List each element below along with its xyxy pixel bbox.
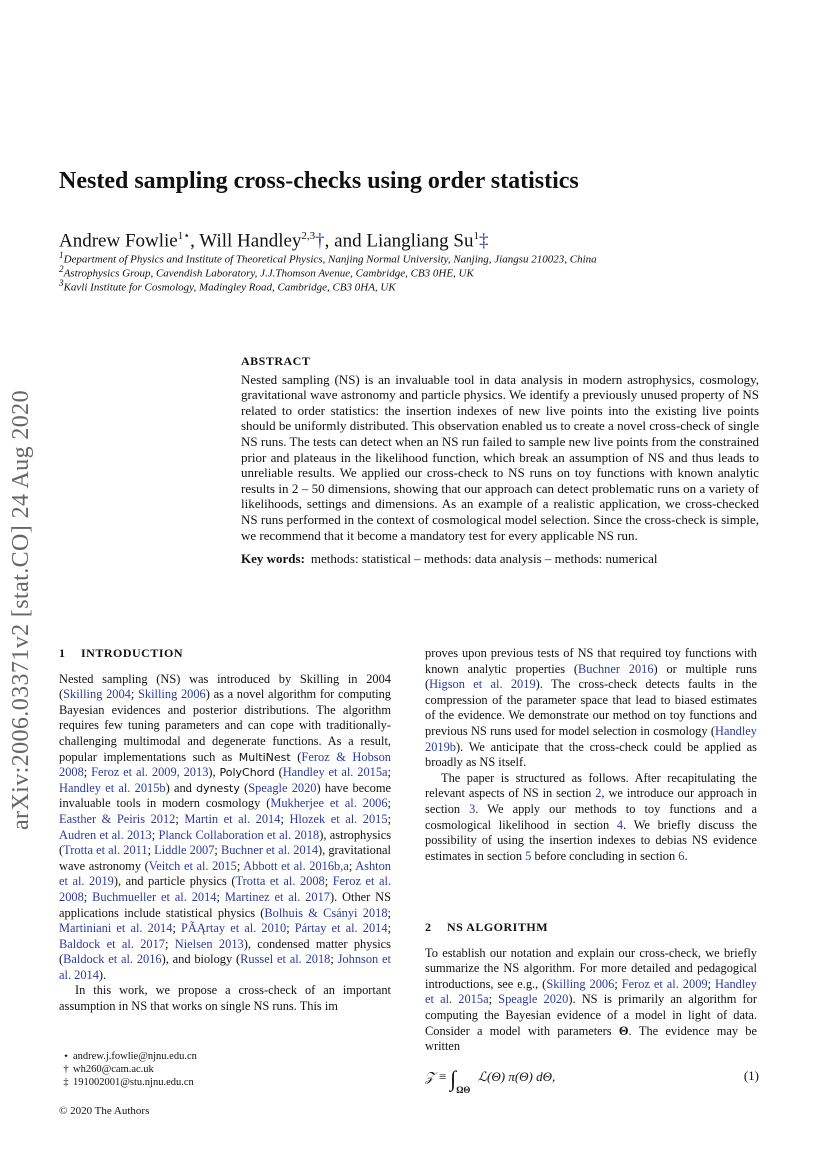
text-run: . We apply our methods to toy functions and a cosmological likelihood in section	[425, 801, 757, 832]
abstract-block	[241, 354, 759, 567]
citation-link[interactable]: Skilling 2006	[138, 687, 206, 702]
text-run: ). We anticipate that the cross-check could be applied as broadly as NS itself.	[425, 739, 757, 770]
text-run: . We briefly discuss the possibility of using the insertion indexes to debias NS evidence estimates in section	[425, 817, 757, 863]
citation-link[interactable]: Handley 2019b	[425, 723, 757, 754]
left-column	[59, 646, 391, 1015]
affiliation-sup: 2	[59, 264, 64, 274]
equation-1	[425, 1060, 759, 1095]
citation-link[interactable]: Bolhuis & Csányi 2018	[264, 905, 388, 920]
text-run: ;	[387, 811, 392, 826]
section-title: INTRODUCTION	[81, 646, 184, 660]
section-number: 2	[425, 920, 432, 934]
text-run: ;	[387, 921, 392, 936]
text-run: ) and	[165, 780, 197, 795]
text-run: ;	[175, 811, 185, 826]
author-separator: , and	[324, 230, 367, 252]
text-run: ).	[98, 967, 107, 982]
section-title: NS ALGORITHM	[447, 920, 549, 934]
text-run: ;	[165, 936, 175, 951]
text-run: In this work, we propose a cross-check of an important assumption in NS that works on single NS runs. This im	[59, 983, 391, 1014]
text-run: ;	[151, 827, 159, 842]
text-run: ;	[488, 992, 499, 1007]
citation-link[interactable]: Mukherjee et al. 2006	[270, 796, 388, 811]
footnote-mark: ‡	[63, 1077, 69, 1088]
text-run: ), gravitational wave astronomy (	[59, 843, 391, 873]
text-run: ) have become invaluable tools in modern cosmology (	[59, 780, 391, 811]
text-run: (	[239, 780, 249, 795]
citation-link[interactable]: Russel et al. 2018	[240, 952, 331, 967]
citation-link[interactable]: Abbott et al. 2016b,a	[243, 858, 349, 873]
citation-link[interactable]: Higson et al. 2019	[429, 677, 536, 692]
footnote	[59, 1050, 359, 1063]
math-symbol: Θ	[618, 1023, 629, 1038]
section-heading	[425, 920, 757, 936]
footnote-mark: †	[63, 1064, 69, 1075]
footnote-mark-link[interactable]: †	[315, 230, 325, 252]
text-run: ;	[324, 874, 333, 889]
paragraph	[59, 983, 391, 1014]
footnote-email: andrew.j.fowlie@njnu.edu.cn	[73, 1051, 197, 1062]
text-run: ), and particle physics (	[113, 874, 236, 889]
citation-link[interactable]: Trotta et al. 2011	[63, 843, 148, 858]
citation-link[interactable]: Audren et al. 2013	[59, 827, 152, 842]
abstract-heading: ABSTRACT	[241, 354, 311, 368]
equation-body	[425, 1066, 555, 1095]
citation-link[interactable]: Speagle 2020	[498, 992, 569, 1007]
section-number: 1	[59, 646, 66, 660]
text-run: ;	[236, 858, 244, 873]
software-name: dynesty	[196, 781, 240, 795]
affiliation-text: Department of Physics and Institute of Theoretical Physics, Nanjing Normal University, Nanjing, Jiangsu 210023, China	[63, 253, 597, 266]
text-run: , we introduce our approach in section	[425, 786, 757, 816]
footnote-mark-link[interactable]: ‡	[479, 230, 489, 252]
citation-link[interactable]: 4	[616, 817, 624, 832]
text-run: ), astrophysics (	[59, 827, 392, 858]
text-run: before concluding in section	[531, 848, 679, 863]
software-name: PolyChord	[219, 766, 275, 780]
section-2	[425, 920, 757, 1055]
affiliation-text: Kavli Institute for Cosmology, Madingley Road, Cambridge, CB3 0HA, UK	[63, 281, 396, 294]
text-run: (	[274, 765, 283, 780]
footnote-email: 191002001@stu.njnu.edu.cn	[73, 1077, 194, 1088]
arxiv-identifier: arXiv:2006.03371v2 [stat.CO] 24 Aug 2020	[8, 390, 34, 830]
citation-link[interactable]: Skilling 2006	[546, 976, 615, 991]
footnote	[59, 1063, 359, 1076]
text-run: ). Other NS applications include statistical physics (	[59, 889, 391, 920]
text-run: ;	[330, 952, 338, 967]
equation-lhs: 𝒵 ≡	[425, 1069, 447, 1084]
text-run: . The evidence may be written	[425, 1023, 758, 1054]
text-run: ;	[83, 765, 92, 780]
citation-link[interactable]: Feroz et al. 2009	[621, 976, 708, 991]
text-run: .	[684, 848, 688, 863]
affiliation-sup: 1	[59, 250, 64, 260]
citation-link[interactable]: Veitch et al. 2015	[148, 858, 237, 873]
text-run: ;	[216, 889, 225, 904]
text-run: ) or multiple runs (	[425, 661, 757, 692]
software-name: MultiNest	[238, 750, 291, 764]
text-run: ;	[214, 843, 221, 858]
citation-link[interactable]: Johnson et al. 2014	[59, 952, 391, 982]
text-run: ). The cross-check detects faults in the compression of the parameter space that lead to biased estimates of the evidence. We demonstrate our method on toy functions and previous NS runs used for model selection in cosmology (	[425, 677, 757, 738]
text-run: ), condensed matter physics (	[59, 936, 391, 967]
citation-link[interactable]: Feroz et al. 2009, 2013	[91, 765, 209, 780]
footnote-email: wh260@cam.ac.uk	[73, 1064, 154, 1075]
text-run: ). NS is primarily an algorithm for computing the Bayesian evidence of a model in light of data. Consider a model with parameters	[425, 992, 757, 1038]
citation-link[interactable]: Liddle 2007	[154, 843, 215, 858]
author-sup: 1	[473, 230, 479, 242]
citation-link[interactable]: 6	[678, 848, 685, 863]
paragraph	[59, 672, 391, 984]
affiliation-text: Astrophysics Group, Cavendish Laboratory, J.J.Thomson Avenue, Cambridge, CB3 0HE, UK	[63, 267, 474, 280]
affiliation	[59, 278, 779, 294]
citation-link[interactable]: 2	[595, 786, 602, 801]
author-sup: 2,3	[301, 230, 316, 242]
text-run: ;	[387, 765, 391, 780]
author-name: Andrew Fowlie	[59, 230, 178, 252]
citation-link[interactable]: Feroz & Hobson 2008	[59, 749, 391, 780]
text-run: ;	[172, 921, 182, 936]
author-sup: 1⋆	[177, 230, 191, 242]
text-run: ), and biology (	[161, 952, 241, 967]
text-run: ;	[83, 889, 93, 904]
citation-link[interactable]: Easther & Peiris 2012	[59, 811, 176, 826]
keywords-label: Key words:	[241, 551, 305, 567]
citation-link[interactable]: Nielsen 2013	[174, 936, 244, 951]
citation-link[interactable]: Martiniani et al. 2014	[59, 921, 173, 936]
citation-link[interactable]: Skilling 2004	[63, 687, 131, 702]
citation-link[interactable]: 3	[469, 801, 476, 816]
section-heading	[59, 646, 391, 662]
footnote-mark: ⋆	[62, 1051, 70, 1062]
text-run: ),	[208, 765, 220, 780]
keywords	[241, 551, 759, 567]
text-run: ;	[280, 811, 290, 826]
author-name: Liangliang Su	[366, 230, 474, 252]
citation-link[interactable]: Ashton et al. 2019	[59, 858, 391, 889]
citation-link[interactable]: Handley et al. 2015b	[59, 780, 166, 795]
affiliation-sup: 3	[59, 278, 64, 288]
footnotes	[59, 1050, 359, 1089]
text-run: ;	[707, 976, 715, 991]
text-run: proves upon previous tests of NS that required toy functions with known analytic properties (	[425, 646, 757, 676]
citation-link[interactable]: Baldock et al. 2017	[59, 936, 165, 951]
citation-link[interactable]: Buchner 2016	[577, 661, 654, 676]
citation-link[interactable]: Hlozek et al. 2015	[289, 811, 388, 826]
keywords-text: methods: statistical – methods: data analysis – methods: numerical	[310, 551, 658, 567]
right-column	[425, 646, 757, 864]
citation-link[interactable]: Feroz et al. 2008	[59, 874, 392, 904]
author-list: Andrew Fowlie$^{1⋆}$, Will Handley$^{2,3}$†, and Liangliang Su$^1$‡	[59, 230, 489, 252]
paragraph	[425, 771, 757, 865]
text-run: To establish our notation and explain our cross-check, we briefly summarize the NS algorithm. For more detailed and pedagogical introductions, see e.g., (	[425, 945, 757, 991]
text-run: ;	[286, 921, 295, 936]
text-run: ;	[348, 858, 356, 873]
citation-link[interactable]: PÃĄrtay et al. 2010	[181, 921, 287, 936]
citation-link[interactable]: Handley et al. 2015a	[282, 765, 388, 780]
citation-link[interactable]: 5	[525, 848, 532, 863]
citation-link[interactable]: Baldock et al. 2016	[63, 952, 162, 967]
text-run: ) as a novel algorithm for computing Bayesian evidences and posterior distributions. The algorithm requires few tuning parameters and can cope with traditionally-challenging multimodal and degenerate functions. As a result, popular implementations such as	[59, 687, 391, 764]
citation-link[interactable]: Buchner et al. 2014	[220, 843, 319, 858]
text-run: ;	[147, 843, 155, 858]
citation-link[interactable]: Martin et al. 2014	[184, 811, 281, 826]
citation-link[interactable]: Speagle 2020	[248, 780, 317, 795]
author-name: Will Handley	[199, 230, 302, 252]
equation-number: (1)	[743, 1068, 759, 1083]
text-run: ;	[387, 905, 391, 920]
paragraph	[425, 646, 757, 771]
equation-integrand: ℒ(Θ) π(Θ) dΘ,	[477, 1069, 556, 1084]
text-run: (	[290, 749, 302, 764]
copyright: © 2020 The Authors	[59, 1105, 150, 1117]
text-run: The paper is structured as follows. After recapitulating the relevant aspects of NS in section	[425, 770, 757, 801]
integral-domain: ΩΘ	[456, 1085, 471, 1095]
citation-link[interactable]: Planck Collaboration et al. 2018	[158, 827, 320, 842]
text-run: Nested sampling (NS) was introduced by Skilling in 2004 (	[59, 671, 391, 702]
citation-link[interactable]: Buchmueller et al. 2014	[92, 889, 217, 904]
citation-link[interactable]: Handley et al. 2015a	[425, 976, 757, 1007]
citation-link[interactable]: Trotta et al. 2008	[235, 874, 325, 889]
paragraph	[425, 946, 757, 1055]
paper-title: Nested sampling cross-checks using order statistics	[59, 168, 579, 194]
footnote	[59, 1076, 359, 1089]
citation-link[interactable]: Martinez et al. 2017	[224, 889, 330, 904]
abstract-text: Nested sampling (NS) is an invaluable tool in data analysis in modern astrophysics, cosmology, gravitational wave astronomy and particle physics. We identify a previously unused property of NS related to order statistics: the insertion indexes of new live points into the existing live points should be uniformly distributed. This observation enabled us to create a novel cross-check of single NS runs. The tests can detect when an NS run failed to sample new live points from the constrained prior and plateaus in the likelihood function, which break an assumption of NS and thus leads to unreliable results. We applied our cross-check to NS runs on toy functions with known analytic results in 2 – 50 dimensions, showing that our approach can detect problematic runs on a variety of likelihoods, settings and dimensions. As an example of a realistic application, we cross-checked NS runs performed in the context of cosmological model selection. Since the cross-check is simple, we recommend that it become a mandatory test for every applicable NS run.	[241, 371, 759, 543]
text-run: ;	[387, 796, 391, 811]
text-run: ;	[130, 687, 139, 702]
text-run: ;	[614, 976, 622, 991]
integral-sign: ∫	[450, 1066, 457, 1091]
citation-link[interactable]: Pártay et al. 2014	[294, 921, 388, 936]
